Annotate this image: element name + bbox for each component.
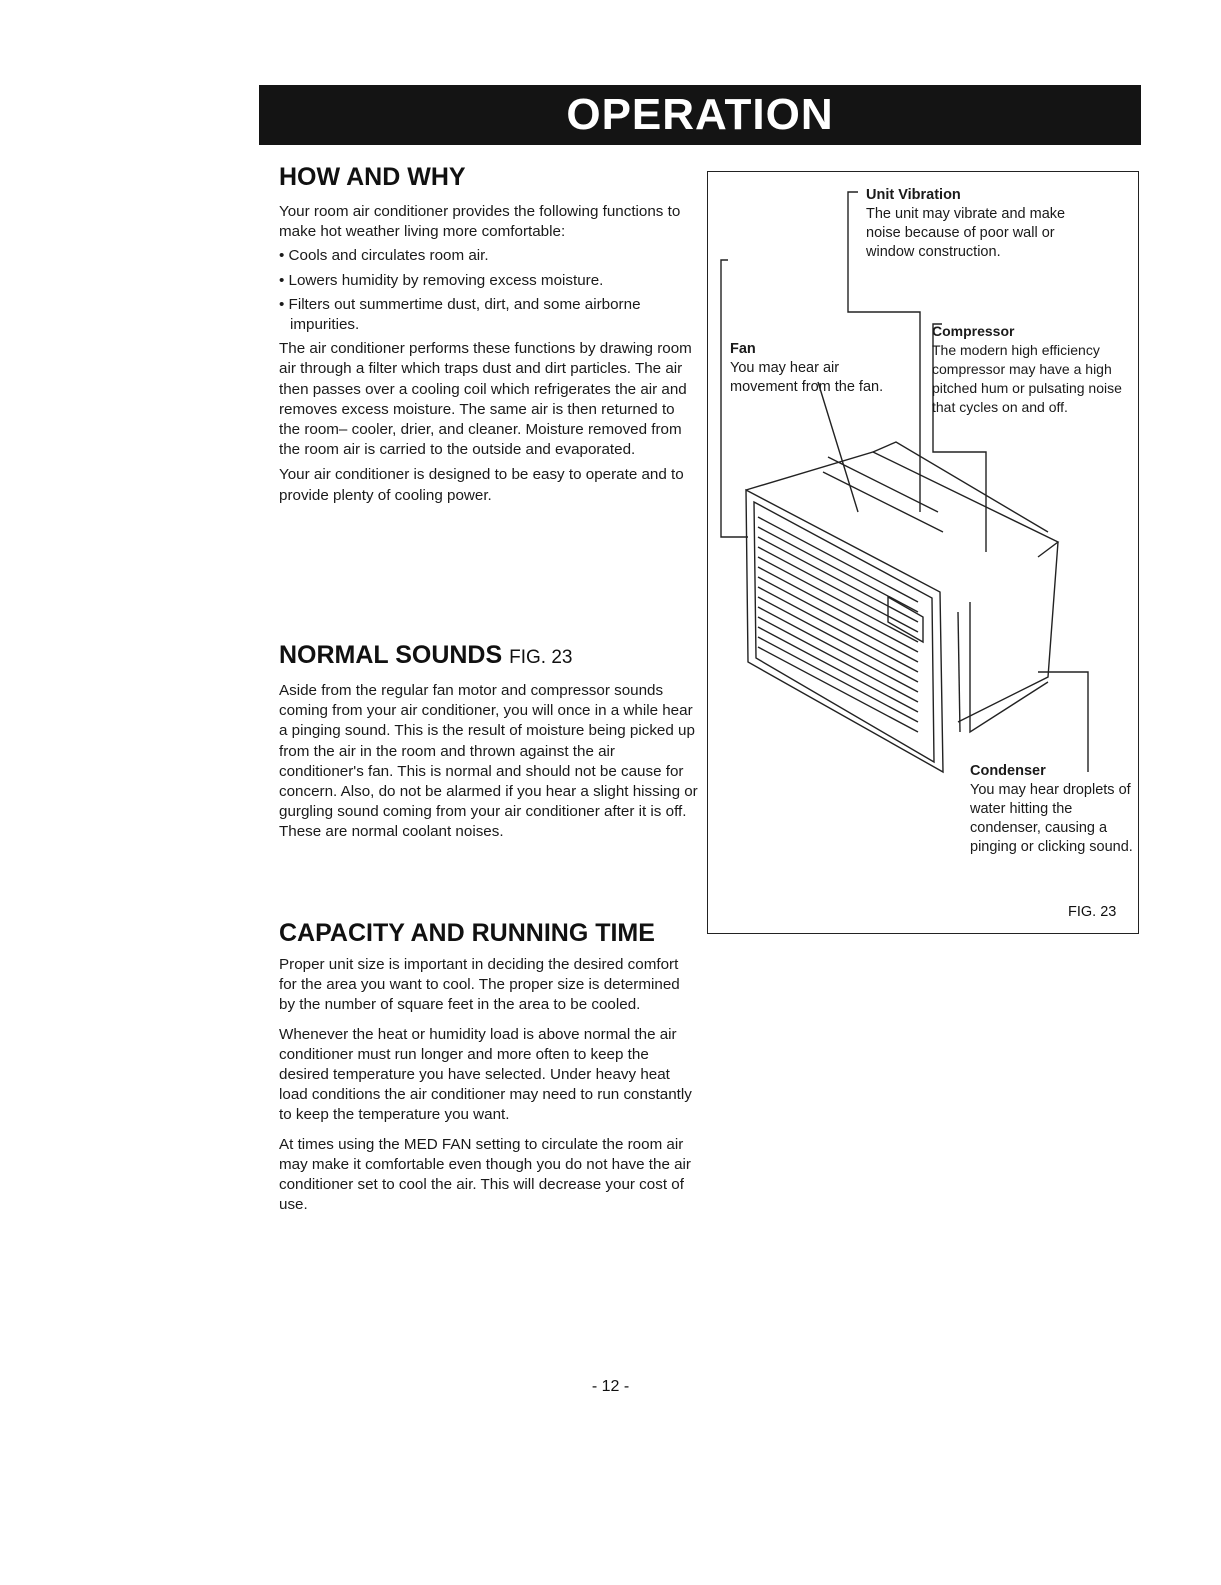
unit-vibration-text: The unit may vibrate and make noise because of poor wall or window construction. — [866, 206, 1066, 260]
figure-label: FIG. 23 — [1068, 904, 1117, 920]
normal-sounds-paragraph: Aside from the regular fan motor and compressor sounds coming from your air conditioner, you will once in a while hear a pinging sound. This is the result of moisture being picked up from the air in the room and thrown against the air conditioner's fan. This is normal and should not be cause for concern. Also, do not be alarmed if you hear a slight hissing or gurgling sound coming from your air conditioner after it is off. These are normal coolant noises. — [279, 682, 698, 841]
compressor-text: The modern high efficiency compressor may have a high pitched hum or pulsating noise that cycles on and off. — [932, 342, 1122, 415]
capacity-section — [279, 918, 699, 1215]
unit-vibration-callout — [866, 186, 1066, 262]
compressor-title: Compressor — [932, 323, 1015, 339]
unit-vibration-title: Unit Vibration — [866, 187, 961, 203]
figure-reference: FIG. 23 — [509, 647, 573, 668]
normal-sounds-heading — [279, 640, 699, 673]
how-and-why-section — [279, 162, 699, 506]
list-item: • Filters out summertime dust, dirt, and some airborne impurities. — [279, 295, 641, 334]
page-number: - 12 - — [591, 1378, 630, 1395]
normal-sounds-title: NORMAL SOUNDS — [279, 641, 503, 669]
how-and-why-paragraph: The air conditioner performs these functions by drawing room air through a filter which traps dust and dirt particles. The air then passes over a cooling coil which refrigerates the air and removes excess moisture. The same air is then returned to the room– cooler, drier, and cleaner. Moisture removed from the room air is carried to the outside and evaporated. — [279, 340, 692, 459]
how-and-why-paragraph: Your air conditioner is designed to be easy to operate and to provide plenty of cooling power. — [279, 466, 684, 504]
fan-text: You may hear air movement from the fan. — [730, 360, 884, 395]
figure-23 — [707, 171, 1139, 934]
condenser-title: Condenser — [970, 763, 1046, 779]
capacity-paragraph: Whenever the heat or humidity load is above normal the air conditioner must run longer and more often to keep the desired temperature you have selected. Under heavy heat load conditions the air conditioner may need to run constantly to keep the temperature you want. — [279, 1025, 692, 1124]
normal-sounds-section — [279, 640, 699, 843]
fan-callout — [730, 340, 900, 397]
condenser-callout — [970, 762, 1135, 857]
capacity-paragraph: Proper unit size is important in deciding the desired comfort for the area you want to cool. The proper size is determined by the number of square feet in the area to be cooled. — [279, 956, 680, 1014]
how-and-why-heading: HOW AND WHY — [279, 163, 466, 191]
condenser-text: You may hear droplets of water hitting the condenser, causing a pinging or clicking sound. — [970, 782, 1133, 855]
list-item: • Cools and circulates room air. — [279, 247, 489, 265]
section-banner: OPERATION — [259, 85, 1141, 145]
how-and-why-intro: Your room air conditioner provides the following functions to make hot weather living more comfortable: — [279, 203, 681, 241]
capacity-paragraph: At times using the MED FAN setting to circulate the room air may make it comfortable even though you do not have the air conditioner set to cool the air. This will decrease your cost of use. — [279, 1135, 691, 1214]
fan-title: Fan — [730, 341, 756, 357]
compressor-callout — [932, 322, 1132, 417]
list-item: • Lowers humidity by removing excess moisture. — [279, 271, 604, 289]
capacity-heading: CAPACITY AND RUNNING TIME — [279, 919, 655, 947]
functions-list — [279, 246, 699, 335]
